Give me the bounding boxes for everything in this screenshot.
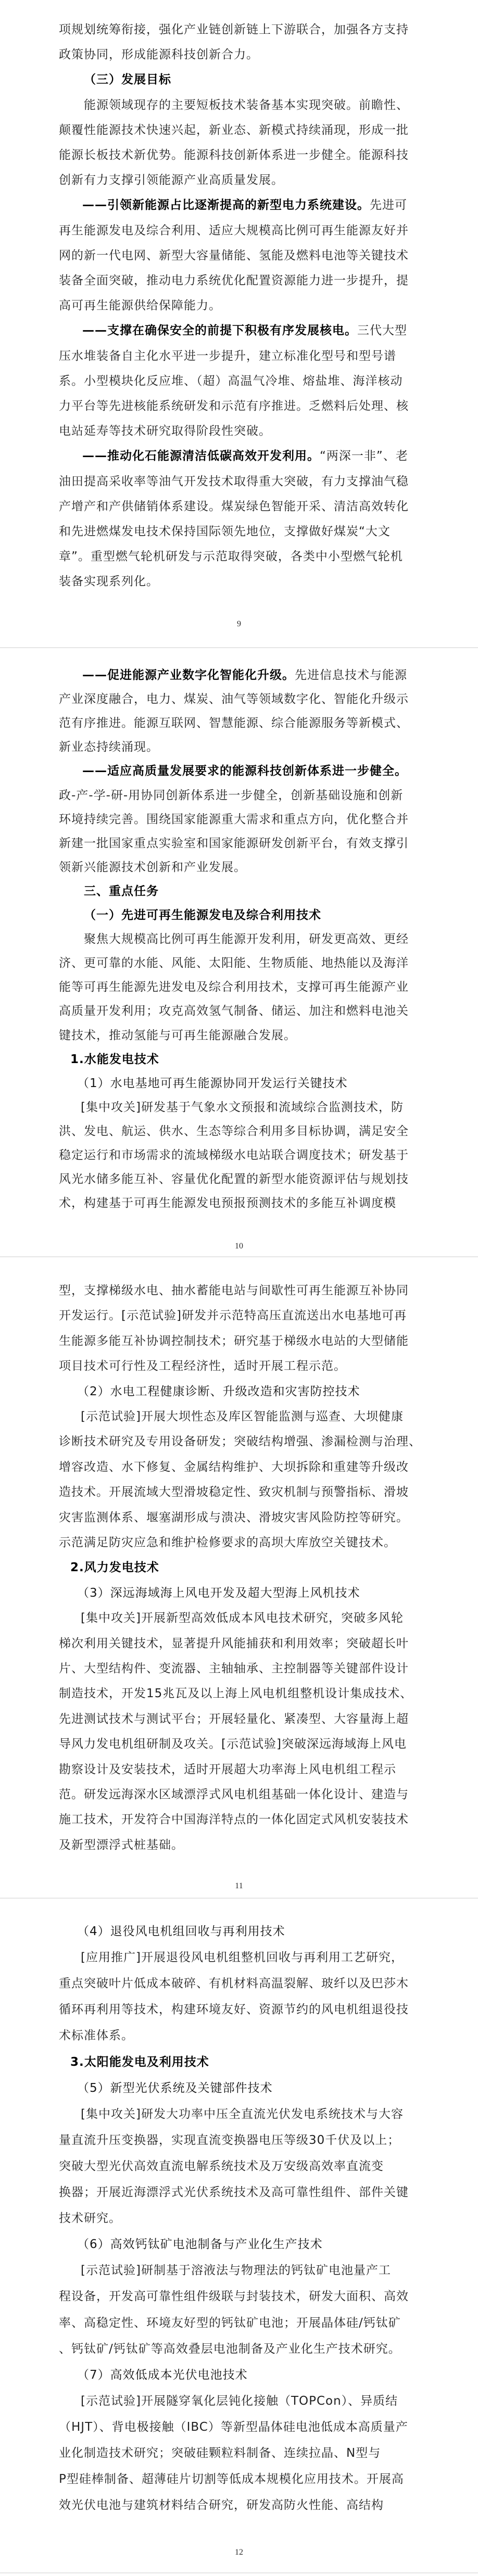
text-line: 系。小型模块化反应堆、（超）高温气冷堆、熔盐堆、海洋核动 [59,374,403,388]
text-line: 、钙钛矿/钙钛矿等高效叠层电池制备及产业化生产技术研究。 [59,2342,401,2356]
text-line: 创新有力支撑引领能源产业高质量发展。 [59,173,284,187]
text-line: 重点突破叶片低成本破碎、有机材料高温裂解、玻纤以及巴莎木 [59,1977,409,1991]
item-heading: （5）新型光伏系统及关键部件技术 [77,2081,273,2095]
text-line: 片、大型结构件、变流器、主轴轴承、主控制器等关键部件设计 [59,1662,409,1675]
text-line: 梯次利用关键技术，显著提升风能捕获和利用效率；突破超长叶 [59,1636,409,1650]
item-heading: （1）水电基地可再生能源协同开发运行关键技术 [77,1076,348,1090]
text-line: 制造技术，开发15兆瓦及以上海上风电机组整机设计集成技术、 [59,1687,413,1701]
text-line: 量直流升压变换器，实现直流变换器电压等级30千伏及以上； [59,2133,400,2147]
text-line: [示范试验]开展隧穿氧化层钝化接触（TOPCon）、异质结 [81,2394,398,2408]
text-line: 产业深度融合，电力、煤炭、油气等领域数字化、智能化升级示 [59,692,409,706]
text-line: 术，构建基于可再生能源发电预报预测技术的多能互补调度模 [59,1196,396,1210]
text-line: 新建一批国家重点实验室和国家能源研发创新平台，有效支撑引 [59,836,409,850]
text-line: 网的新一代电网、新型大容量储能、氢能及燃料电池等关键技术 [59,248,409,262]
text-line [82,763,407,779]
text-line: 项目技术可行性及工程经济性，适时开展工程示范。 [59,1359,346,1373]
text-line: 高质量开发利用；攻克高效氢气制备、储运、加注和燃料电池关 [59,1004,409,1018]
text-line: ——引领新能源占比逐渐提高的新型电力系统建设。先进可 [82,198,407,212]
text-line: 装备全面突破，推动电力系统优化配置资源能力进一步提升，提 [59,274,409,287]
text-line: 电站延寿等技术研究取得阶段性突破。 [59,424,271,438]
text-line: 能等可再生能源先进发电及综合利用技术，支撑可再生能源产业 [59,980,409,994]
text-line: 造技术。开展流域大型滑坡稳定性、致灾机制与预警指标、滑坡 [59,1485,409,1499]
page-separator [0,2572,478,2573]
text-line: 率、高稳定性、环境友好型的钙钛矿电池；开展晶体硅/钙钛矿 [59,2316,401,2330]
text-line: 风光水储多能互补、容量优化配置的新型水能资源评估与规划技 [59,1172,409,1186]
text-line: 油田提高采收率等油气开发技术取得重大突破，有力支撑油气稳 [59,474,409,488]
section-heading: 2.风力发电技术 [70,1561,159,1575]
page-number: 9 [237,620,241,628]
text-line: [集中攻关]研发基于气象水文预报和流域综合监测技术，防 [81,1100,404,1114]
text-line: 聚焦大规模高比例可再生能源开发利用，研发更高效、更经 [84,932,409,946]
text-line: 项规划统筹衔接，强化产业链创新链上下游联合，加强各方支持 [59,23,409,36]
text-line: 济、更可靠的水能、风能、太阳能、生物质能、地热能以及海洋 [59,956,409,970]
text-line: [示范试验]研制基于溶液法与物理法的钙钛矿电池量产工 [81,2264,391,2278]
bold-lead-in: ——适应高质量发展要求的能源科技创新体系进一步健全。 [82,764,407,778]
text-line: 稳定运行和市场需求的流域梯级水电站联合调度技术；研发基于 [59,1148,409,1162]
text-line: 增容改造、水下修复、金属结构维护、大坝拆除和重建等升级改 [59,1460,409,1474]
bold-lead-in: ——促进能源产业数字化智能化升级。 [82,668,295,682]
text-line: ——支撑在确保安全的前提下积极有序发展核电。三代大型 [82,324,407,338]
text-line: 装备实现系列化。 [59,575,159,589]
text-line: 键技术，推动氢能与可再生能源融合发展。 [59,1028,296,1042]
text-line: 施工技术，开发符合中国海洋特点的一体化固定式风机安装技术 [59,1813,409,1827]
text-line: 先进测试技术与测试平台；开展轻量化、紧凑型、大容量海上超 [59,1712,409,1726]
text-line: 压水堆装备自主化水平进一步提升，建立标准化型号和型号谱 [59,349,396,363]
text-line: 诊断技术研究及专用设备研发；突破结构增强、渗漏检测与治理、 [59,1435,421,1449]
text-line: 循环再利用等技术，构建环境友好、资源节约的风电机组退役技 [59,2003,409,2017]
text-line: 型，支撑梯级水电、抽水蓄能电站与间歇性可再生能源互补协同 [59,1284,409,1297]
page [0,1257,478,1898]
text-line: ——推动化石能源清洁低碳高效开发利用。“两深一非”、老 [82,449,408,463]
bold-lead-in: ——推动化石能源清洁低碳高效开发利用。 [82,449,320,463]
text-line: [集中攻关]开展新型高效低成本风电技术研究，突破多风轮 [81,1611,404,1625]
bold-lead-in: ——引领新能源占比逐渐提高的新型电力系统建设。 [82,198,370,212]
item-heading: （3）深远海域海上风电开发及超大型海上风机技术 [77,1586,360,1600]
section-heading: （三）发展目标 [84,73,171,87]
item-heading: （4）退役风电机组回收与再利用技术 [77,1925,285,1938]
text-line: 示范满足防灾应急和维护检修要求的高坝大库放空关键技术。 [59,1536,396,1549]
text-line: 程设备，开发高可靠性组件级联与封装技术，研发大面积、高效 [59,2290,409,2304]
bold-lead-in: ——支撑在确保安全的前提下积极有序发展核电。 [82,324,357,338]
page [0,648,478,1256]
text-line: 章”。重型燃气轮机研发与示范取得突破，各类中小型燃气轮机 [59,550,403,564]
text-line: ——促进能源产业数字化智能化升级。先进信息技术与能源 [82,668,407,682]
text-line: 技术研究。 [59,2212,121,2226]
text-line: 生能源多能互补协调控制技术；研究基于梯级水电站的大型储能 [59,1334,409,1348]
text-line: 突破大型光伏高效直流电解系统技术及万安级高效率直流变 [59,2159,384,2173]
text-line: 领新兴能源技术创新和产业发展。 [59,860,246,874]
text-line: （HJT）、背电极接触（IBC）等新型晶体硅电池低成本高质量产 [59,2420,408,2434]
text-line: 高可再生能源供给保障能力。 [59,299,221,313]
text-line: 和先进燃煤发电技术保持国际领先地位，支撑做好煤炭“大文 [59,525,391,538]
text-line: [示范试验]开展大坝性态及库区智能监测与巡查、大坝健康 [81,1410,404,1423]
page [0,1899,478,2572]
text-line: 范有序推进。能源互联网、智慧能源、综合能源服务等新模式、 [59,716,409,730]
text-line: 导风力发电机组研制及攻关。[示范试验]突破深远海域海上风电 [59,1737,407,1751]
item-heading: （7）高效低成本光伏电池技术 [77,2368,248,2382]
page-number: 10 [235,1242,243,1251]
text-line: 开发运行。[示范试验]研发并示范特高压直流送出水电基地可再 [59,1309,407,1323]
text-line: 再生能源发电及综合利用、适应大规模高比例可再生能源友好并 [59,223,409,237]
page-number: 12 [235,2548,243,2557]
text-line: 能源领域现存的主要短板技术装备基本实现突破。前瞻性、 [84,98,409,112]
text-line: 术标准体系。 [59,2029,134,2043]
item-heading: （6）高效钙钛矿电池制备与产业化生产技术 [77,2238,323,2252]
text-line: 产增产和产供储销体系建设。煤炭绿色智能开采、清洁高效转化 [59,499,409,513]
text-line: 环境持续完善。围绕国家能源重大需求和重点方向，优化整合并 [59,812,409,826]
text-line: 效光伏电池与建筑材料结合研究，研发高防火性能、高结构 [59,2498,384,2512]
text-line: 新业态持续涌现。 [59,740,159,754]
text-line: [集中攻关]研发大功率中压全直流光伏发电系统技术与大容 [81,2107,404,2121]
text-line: 颠覆性能源技术快速兴起，新业态、新模式持续涌现，形成一批 [59,123,409,137]
item-heading: （2）水电工程健康诊断、升级改造和灾害防控技术 [77,1384,360,1398]
text-line: 范。研发远海深水区域漂浮式风电机组基础一体化设计、建造与 [59,1788,409,1801]
text-line: 业化制造技术研究；突破硅颗粒料制备、连续拉晶、N型与 [59,2446,381,2460]
section-heading: 三、重点任务 [84,884,159,898]
text-line: 政-产-学-研-用协同创新体系进一步健全，创新基础设施和创新 [59,788,404,802]
section-heading: （一）先进可再生能源发电及综合利用技术 [84,908,321,922]
text-line: 政策协同，形成能源科技创新合力。 [59,48,259,62]
page-number: 11 [235,1882,243,1890]
text-line: 换器；开展近海漂浮式光伏系统技术及高可靠性组件、部件关键 [59,2186,409,2199]
text-line: 能源长板技术新优势。能源科技创新体系进一步健全。能源科技 [59,148,409,162]
section-heading: 1.水能发电技术 [70,1052,159,1066]
page [0,0,478,647]
text-line: 洪、发电、航运、供水、生态等综合利用多目标协调，满足安全 [59,1124,409,1138]
text-line: 勘察设计及安装技术，适时开展超大功率海上风电机组工程示 [59,1762,396,1776]
text-line: P型硅棒制备、超薄硅片切割等低成本规模化应用技术。开展高 [59,2472,404,2486]
text-line: 灾害监测体系、堰塞湖形成与溃决、滑坡灾害风险防控等研究。 [59,1510,409,1524]
section-heading: 3.太阳能发电及利用技术 [70,2055,209,2069]
text-line: 力平台等先进核能系统研发和示范有序推进。乏燃料后处理、核 [59,399,409,413]
text-line: [应用推广]开展退役风电机组整机回收与再利用工艺研究， [81,1951,404,1965]
text-line: 及新型漂浮式桩基础。 [59,1838,184,1852]
